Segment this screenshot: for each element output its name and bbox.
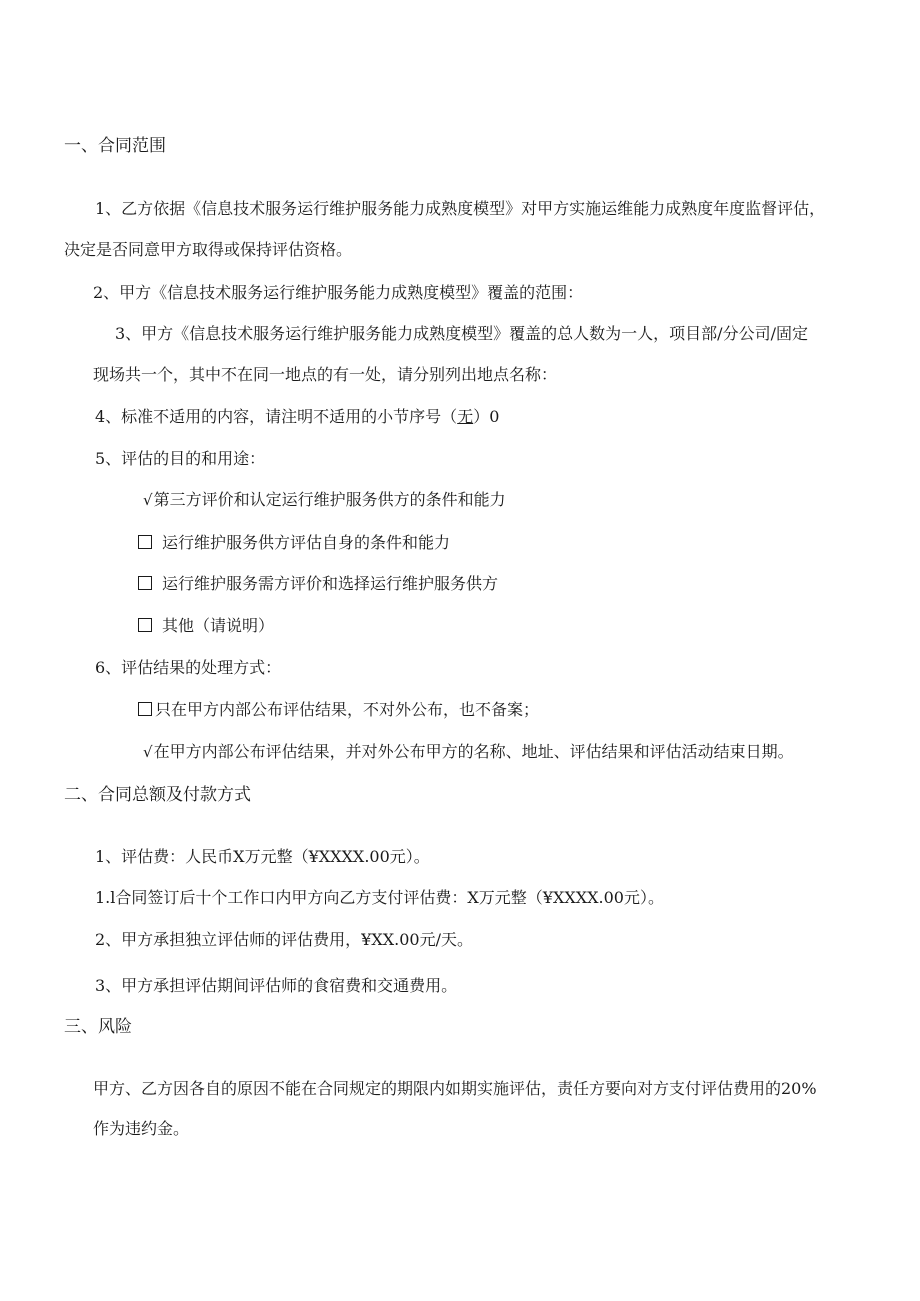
purpose-option-label: 运行维护服务供方评估自身的条件和能力 <box>162 533 451 552</box>
section-heading-risk: 三、风险 <box>64 1017 132 1037</box>
scope-item-6: 6、评估结果的处理方式： <box>95 658 282 677</box>
scope-item-3-line-2: 现场共一个，其中不在同一地点的有一处，请分别列出地点名称： <box>93 365 558 384</box>
scope-item-4-prefix: 4、标准不适用的内容，请注明不适用的小节序号（ <box>95 407 458 426</box>
result-option-1 <box>138 699 539 721</box>
empty-checkbox-icon <box>138 535 152 549</box>
empty-checkbox-icon <box>138 576 152 590</box>
purpose-option-1 <box>143 489 506 511</box>
scope-item-5: 5、评估的目的和用途： <box>95 449 266 468</box>
payment-item-2: 2、甲方承担独立评估师的评估费用，¥XX.00元/天。 <box>95 930 473 949</box>
purpose-option-label: 其他（请说明） <box>162 616 275 635</box>
empty-checkbox-icon <box>138 702 152 716</box>
result-option-label: 在甲方内部公布评估结果，并对外公布甲方的名称、地址、评估结果和评估活动结束日期。 <box>153 742 794 761</box>
section-heading-scope: 一、合同范围 <box>64 136 166 156</box>
risk-paragraph-line-1: 甲方、乙方因各自的原因不能在合同规定的期限内如期实施评估，责任方要向对方支付评估费用的20% <box>93 1079 817 1098</box>
purpose-option-label: 第三方评价和认定运行维护服务供方的条件和能力 <box>153 490 506 509</box>
check-mark-icon: √ <box>143 743 153 761</box>
scope-item-1-line-2: 决定是否同意甲方取得或保持评估资格。 <box>64 240 353 259</box>
purpose-option-label: 运行维护服务需方评价和选择运行维护服务供方 <box>162 574 499 593</box>
payment-item-3: 3、甲方承担评估期间评估师的食宿费和交通费用。 <box>95 976 458 995</box>
result-option-label: 只在甲方内部公布评估结果，不对外公布，也不备案； <box>155 700 540 719</box>
check-mark-icon: √ <box>143 491 153 509</box>
scope-item-4-value: 无 <box>457 407 474 426</box>
scope-item-4 <box>95 406 499 428</box>
result-option-2 <box>143 741 794 763</box>
scope-item-1-line-1: 1、乙方依据《信息技术服务运行维护服务能力成熟度模型》对甲方实施运维能力成熟度年度监督评估， <box>95 199 826 218</box>
purpose-option-3 <box>138 573 498 595</box>
risk-paragraph-line-2: 作为违约金。 <box>93 1119 190 1138</box>
scope-item-2: 2、甲方《信息技术服务运行维护服务能力成熟度模型》覆盖的范围： <box>93 283 584 302</box>
purpose-option-2 <box>138 532 450 554</box>
section-heading-payment: 二、合同总额及付款方式 <box>64 785 251 805</box>
scope-item-4-suffix: ）0 <box>473 407 500 426</box>
empty-checkbox-icon <box>138 618 152 632</box>
purpose-option-4 <box>138 615 274 637</box>
payment-item-1-1: 1.l合同签订后十个工作口内甲方向乙方支付评估费：X万元整（¥XXXX.00元）。 <box>95 888 664 907</box>
scope-item-3-line-1: 3、甲方《信息技术服务运行维护服务能力成熟度模型》覆盖的总人数为一人，项目部/分公司/固定 <box>115 324 808 343</box>
payment-item-1: 1、评估费：人民币X万元整（¥XXXX.00元）。 <box>95 847 430 866</box>
